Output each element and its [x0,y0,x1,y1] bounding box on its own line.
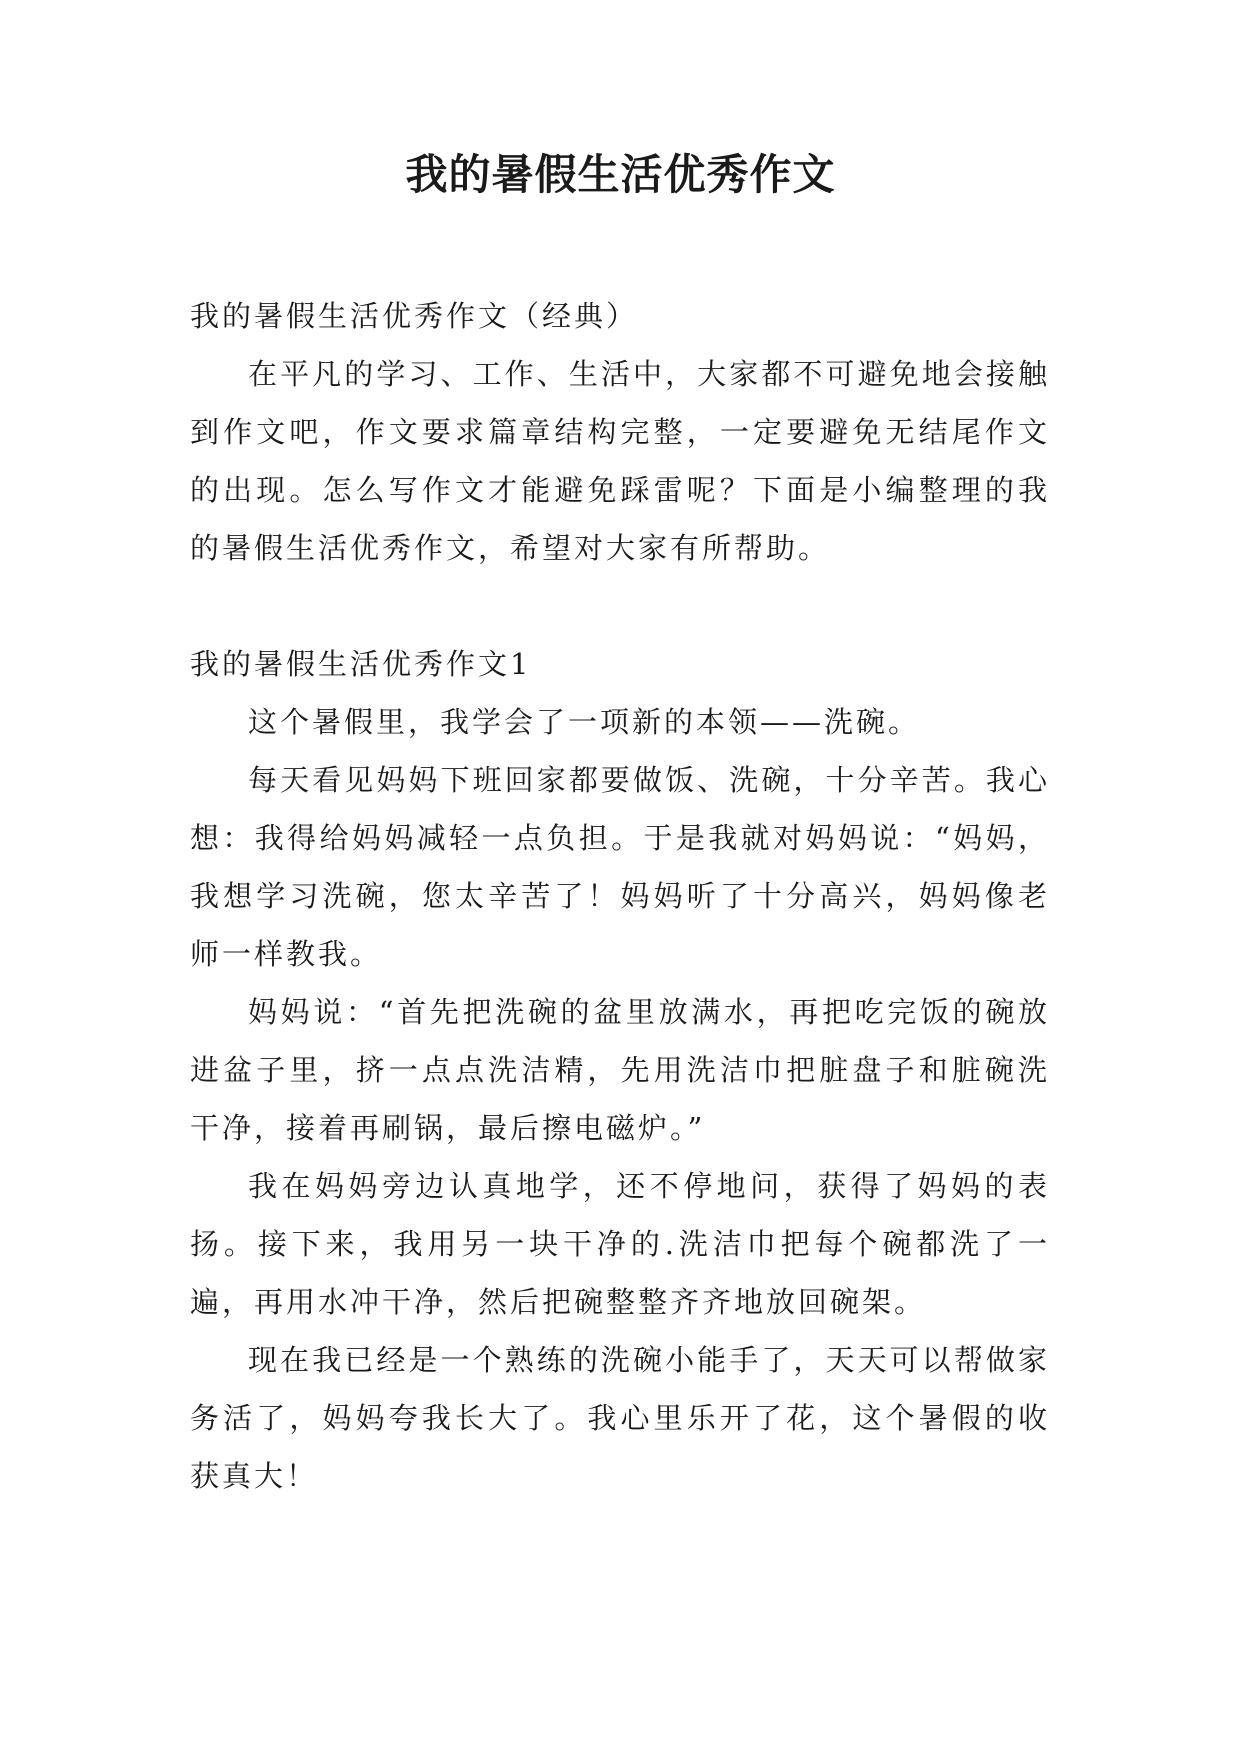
body-paragraph: 这个暑假里，我学会了一项新的本领——洗碗。 [248,705,921,739]
body-paragraph: 现在我已经是一个熟练的洗碗小能手了，天天可以帮做家务活了，妈妈夸我长大了。我心里乐开了花，这个暑假的收获真大！ [190,1343,1050,1493]
document-body [190,287,1050,1505]
section-1-heading: 我的暑假生活优秀作文1 [190,647,532,681]
document-title: 我的暑假生活优秀作文 [405,150,836,199]
body-paragraph: 我在妈妈旁边认真地学，还不停地问，获得了妈妈的表扬。接下来，我用另一块干净的.洗洁巾把每个碗都洗了一遍，再用水冲干净，然后把碗整整齐齐地放回碗架。 [190,1169,1050,1319]
body-paragraph: 妈妈说：“首先把洗碗的盆里放满水，再把吃完饭的碗放进盆子里，挤一点点洗洁精，先用洗洁巾把脏盘子和脏碗洗干净，接着再刷锅，最后擦电磁炉。” [190,995,1050,1145]
subtitle-heading: 我的暑假生活优秀作文（经典） [190,299,639,333]
intro-paragraph: 在平凡的学习、工作、生活中，大家都不可避免地会接触到作文吧，作文要求篇章结构完整，一定要避免无结尾作文的出现。怎么写作文才能避免踩雷呢？下面是小编整理的我的暑假生活优秀作文，希望对大家有所帮助。 [190,357,1050,565]
section-spacer [190,577,1050,635]
body-paragraph: 每天看见妈妈下班回家都要做饭、洗碗，十分辛苦。我心想：我得给妈妈减轻一点负担。于是我就对妈妈说：“妈妈，我想学习洗碗，您太辛苦了！妈妈听了十分高兴，妈妈像老师一样教我。 [190,763,1050,971]
